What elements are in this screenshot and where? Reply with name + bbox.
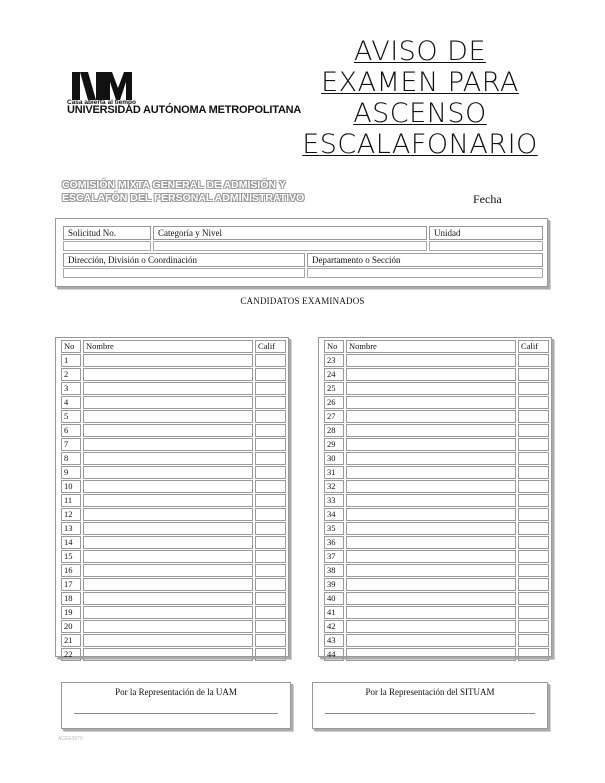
candidate-grade-field[interactable] — [518, 424, 549, 437]
row-number: 6 — [61, 424, 81, 437]
candidates-table-right — [318, 337, 552, 657]
col-grade-header: Calif — [255, 340, 286, 353]
table-row — [61, 634, 286, 647]
candidate-name-field[interactable] — [83, 424, 253, 437]
candidate-name-field[interactable] — [83, 634, 253, 647]
col-name-header: Nombre — [83, 340, 253, 353]
table-row — [61, 522, 286, 535]
signature-box-situam — [312, 682, 548, 729]
candidate-name-field[interactable] — [346, 452, 516, 465]
table-row — [324, 634, 549, 647]
candidate-name-field[interactable] — [83, 508, 253, 521]
row-number: 20 — [61, 620, 81, 633]
candidate-name-field[interactable] — [83, 438, 253, 451]
table-row — [61, 424, 286, 437]
row-number: 28 — [324, 424, 344, 437]
table-row — [61, 480, 286, 493]
title-line: AVISO DE — [354, 36, 486, 67]
row-number: 43 — [324, 634, 344, 647]
candidate-grade-field[interactable] — [518, 522, 549, 535]
table-row — [324, 564, 549, 577]
candidate-name-field[interactable] — [346, 522, 516, 535]
table-row — [61, 606, 286, 619]
signature-label-situam: Por la Representación del SITUAM — [365, 687, 495, 697]
candidate-grade-field[interactable] — [518, 396, 549, 409]
candidate-grade-field[interactable] — [518, 578, 549, 591]
candidate-grade-field[interactable] — [255, 648, 286, 661]
row-number: 16 — [61, 564, 81, 577]
candidate-name-field[interactable] — [83, 396, 253, 409]
candidate-name-field[interactable] — [83, 522, 253, 535]
candidate-name-field[interactable] — [346, 634, 516, 647]
candidates-table-left — [55, 337, 289, 657]
candidate-name-field[interactable] — [83, 354, 253, 367]
table-row — [324, 354, 549, 367]
candidate-grade-field[interactable] — [518, 634, 549, 647]
row-number: 4 — [61, 396, 81, 409]
table-row — [61, 466, 286, 479]
table-row — [324, 466, 549, 479]
solicitud-field[interactable] — [63, 241, 151, 251]
row-number: 24 — [324, 368, 344, 381]
row-number: 12 — [61, 508, 81, 521]
candidate-name-field[interactable] — [346, 564, 516, 577]
candidate-grade-field[interactable] — [518, 382, 549, 395]
candidate-grade-field[interactable] — [255, 564, 286, 577]
candidate-name-field[interactable] — [346, 550, 516, 563]
row-number: 19 — [61, 606, 81, 619]
row-number: 5 — [61, 410, 81, 423]
candidate-name-field[interactable] — [83, 494, 253, 507]
row-number: 18 — [61, 592, 81, 605]
row-number: 10 — [61, 480, 81, 493]
logo-university-name: UNIVERSIDAD AUTÓNOMA METROPOLITANA — [67, 104, 302, 116]
row-number: 2 — [61, 368, 81, 381]
table-row — [324, 620, 549, 633]
candidate-name-field[interactable] — [83, 382, 253, 395]
table-row — [61, 354, 286, 367]
row-number: 15 — [61, 550, 81, 563]
candidate-name-field[interactable] — [346, 606, 516, 619]
form-code: ACEE0970 — [58, 736, 83, 742]
commission-line: ESCALAFÓN DEL PERSONAL ADMINISTRATIVO — [62, 192, 305, 204]
candidate-grade-field[interactable] — [255, 494, 286, 507]
candidate-grade-field[interactable] — [255, 620, 286, 633]
candidate-grade-field[interactable] — [518, 480, 549, 493]
table-row — [324, 438, 549, 451]
row-number: 8 — [61, 452, 81, 465]
candidate-name-field[interactable] — [346, 578, 516, 591]
commission-line: COMISIÓN MIXTA GENERAL DE ADMISIÓN Y — [62, 179, 286, 191]
candidate-name-field[interactable] — [346, 620, 516, 633]
candidate-grade-field[interactable] — [255, 522, 286, 535]
table-row — [324, 606, 549, 619]
direccion-field[interactable] — [63, 268, 305, 278]
candidate-grade-field[interactable] — [518, 452, 549, 465]
row-number: 21 — [61, 634, 81, 647]
candidate-name-field[interactable] — [346, 466, 516, 479]
row-number: 13 — [61, 522, 81, 535]
signature-label-uam: Por la Representación de la UAM — [115, 687, 237, 697]
commission-heading — [62, 179, 304, 205]
candidate-name-field[interactable] — [346, 536, 516, 549]
candidate-name-field[interactable] — [346, 592, 516, 605]
row-number: 3 — [61, 382, 81, 395]
candidate-name-field[interactable] — [346, 382, 516, 395]
row-number: 25 — [324, 382, 344, 395]
candidate-name-field[interactable] — [346, 368, 516, 381]
candidate-grade-field[interactable] — [518, 508, 549, 521]
row-number: 41 — [324, 606, 344, 619]
candidate-name-field[interactable] — [346, 410, 516, 423]
candidate-grade-field[interactable] — [518, 620, 549, 633]
table-row — [61, 508, 286, 521]
table-row — [324, 480, 549, 493]
row-number: 40 — [324, 592, 344, 605]
candidate-name-field[interactable] — [83, 578, 253, 591]
candidate-grade-field[interactable] — [518, 564, 549, 577]
table-row — [61, 592, 286, 605]
departamento-field[interactable] — [307, 268, 543, 278]
table-row — [61, 620, 286, 633]
unidad-label: Unidad — [429, 226, 543, 240]
candidate-grade-field[interactable] — [255, 508, 286, 521]
candidate-grade-field[interactable] — [518, 648, 549, 661]
table-row — [324, 382, 549, 395]
candidate-name-field[interactable] — [346, 480, 516, 493]
row-number: 39 — [324, 578, 344, 591]
table-row — [324, 648, 549, 661]
candidate-name-field[interactable] — [83, 466, 253, 479]
candidate-grade-field[interactable] — [518, 550, 549, 563]
signature-line[interactable] — [74, 713, 278, 714]
table-row — [61, 410, 286, 423]
form-title — [290, 36, 550, 160]
col-grade-header: Calif — [518, 340, 549, 353]
table-row — [324, 522, 549, 535]
candidate-name-field[interactable] — [83, 480, 253, 493]
table-row — [61, 648, 286, 661]
row-number: 9 — [61, 466, 81, 479]
table-row — [61, 438, 286, 451]
row-number: 37 — [324, 550, 344, 563]
candidate-grade-field[interactable] — [255, 438, 286, 451]
table-row — [61, 368, 286, 381]
row-number: 1 — [61, 354, 81, 367]
row-number: 17 — [61, 578, 81, 591]
candidate-name-field[interactable] — [346, 494, 516, 507]
candidate-name-field[interactable] — [346, 354, 516, 367]
table-row — [324, 592, 549, 605]
candidate-grade-field[interactable] — [255, 396, 286, 409]
candidate-grade-field[interactable] — [518, 354, 549, 367]
candidate-grade-field[interactable] — [518, 410, 549, 423]
candidate-name-field[interactable] — [346, 648, 516, 661]
candidate-name-field[interactable] — [83, 368, 253, 381]
title-line: EXAMEN PARA — [321, 67, 519, 98]
candidate-name-field[interactable] — [83, 620, 253, 633]
candidate-grade-field[interactable] — [255, 606, 286, 619]
row-number: 7 — [61, 438, 81, 451]
table-row — [324, 452, 549, 465]
candidate-grade-field[interactable] — [518, 592, 549, 605]
col-name-header: Nombre — [346, 340, 516, 353]
candidate-name-field[interactable] — [346, 508, 516, 521]
table-row — [61, 396, 286, 409]
candidate-grade-field[interactable] — [518, 438, 549, 451]
candidate-name-field[interactable] — [83, 564, 253, 577]
candidate-grade-field[interactable] — [255, 410, 286, 423]
table-row — [324, 578, 549, 591]
row-number: 27 — [324, 410, 344, 423]
row-number: 29 — [324, 438, 344, 451]
candidate-grade-field[interactable] — [255, 536, 286, 549]
table-row — [61, 536, 286, 549]
table-row — [61, 452, 286, 465]
table-row — [324, 396, 549, 409]
table-row — [324, 424, 549, 437]
candidate-grade-field[interactable] — [518, 494, 549, 507]
table-row — [61, 382, 286, 395]
departamento-label: Departamento o Sección — [307, 253, 543, 267]
direccion-label: Dirección, División o Coordinación — [63, 253, 305, 267]
row-number: 44 — [324, 648, 344, 661]
candidate-grade-field[interactable] — [255, 424, 286, 437]
title-line: ASCENSO — [353, 98, 487, 129]
candidate-grade-field[interactable] — [255, 592, 286, 605]
candidate-grade-field[interactable] — [255, 382, 286, 395]
row-number: 26 — [324, 396, 344, 409]
table-row — [61, 564, 286, 577]
unidad-field[interactable] — [429, 241, 543, 251]
date-label: Fecha — [473, 192, 502, 206]
table-row — [324, 550, 549, 563]
table-row — [61, 494, 286, 507]
candidate-grade-field[interactable] — [255, 354, 286, 367]
signature-line[interactable] — [325, 713, 535, 714]
candidate-name-field[interactable] — [346, 396, 516, 409]
col-no-header: No — [324, 340, 344, 353]
table-row — [324, 494, 549, 507]
row-number: 22 — [61, 648, 81, 661]
candidate-grade-field[interactable] — [255, 578, 286, 591]
candidate-grade-field[interactable] — [255, 480, 286, 493]
candidate-grade-field[interactable] — [255, 452, 286, 465]
row-number: 14 — [61, 536, 81, 549]
signature-box-uam — [61, 682, 291, 729]
candidate-grade-field[interactable] — [255, 368, 286, 381]
row-number: 31 — [324, 466, 344, 479]
row-number: 38 — [324, 564, 344, 577]
candidate-grade-field[interactable] — [255, 550, 286, 563]
row-number: 33 — [324, 494, 344, 507]
categoria-field[interactable] — [153, 241, 427, 251]
candidate-name-field[interactable] — [83, 410, 253, 423]
request-info-box — [55, 218, 548, 287]
row-number: 36 — [324, 536, 344, 549]
candidate-grade-field[interactable] — [518, 368, 549, 381]
table-row — [324, 508, 549, 521]
row-number: 42 — [324, 620, 344, 633]
col-no-header: No — [61, 340, 81, 353]
candidates-section-title: CANDIDATOS EXAMINADOS — [240, 296, 365, 306]
candidate-name-field[interactable] — [83, 536, 253, 549]
table-row — [61, 578, 286, 591]
candidate-grade-field[interactable] — [518, 606, 549, 619]
title-line: ESCALAFONARIO — [302, 129, 538, 160]
logo-tagline: Casa abierta al tiempo — [67, 99, 136, 106]
row-number: 34 — [324, 508, 344, 521]
row-number: 23 — [324, 354, 344, 367]
table-row — [324, 536, 549, 549]
table-row — [61, 550, 286, 563]
categoria-label: Categoría y Nivel — [153, 226, 427, 240]
candidate-name-field[interactable] — [346, 438, 516, 451]
candidate-grade-field[interactable] — [518, 536, 549, 549]
candidate-name-field[interactable] — [346, 424, 516, 437]
candidate-grade-field[interactable] — [255, 466, 286, 479]
row-number: 35 — [324, 522, 344, 535]
candidate-name-field[interactable] — [83, 648, 253, 661]
candidate-name-field[interactable] — [83, 606, 253, 619]
candidate-grade-field[interactable] — [518, 466, 549, 479]
solicitud-label: Solicitud No. — [63, 226, 151, 240]
uam-logo-icon — [72, 72, 134, 100]
candidate-name-field[interactable] — [83, 452, 253, 465]
candidate-name-field[interactable] — [83, 550, 253, 563]
row-number: 32 — [324, 480, 344, 493]
candidate-name-field[interactable] — [83, 592, 253, 605]
candidate-grade-field[interactable] — [255, 634, 286, 647]
table-row — [324, 368, 549, 381]
row-number: 30 — [324, 452, 344, 465]
row-number: 11 — [61, 494, 81, 507]
table-row — [324, 410, 549, 423]
